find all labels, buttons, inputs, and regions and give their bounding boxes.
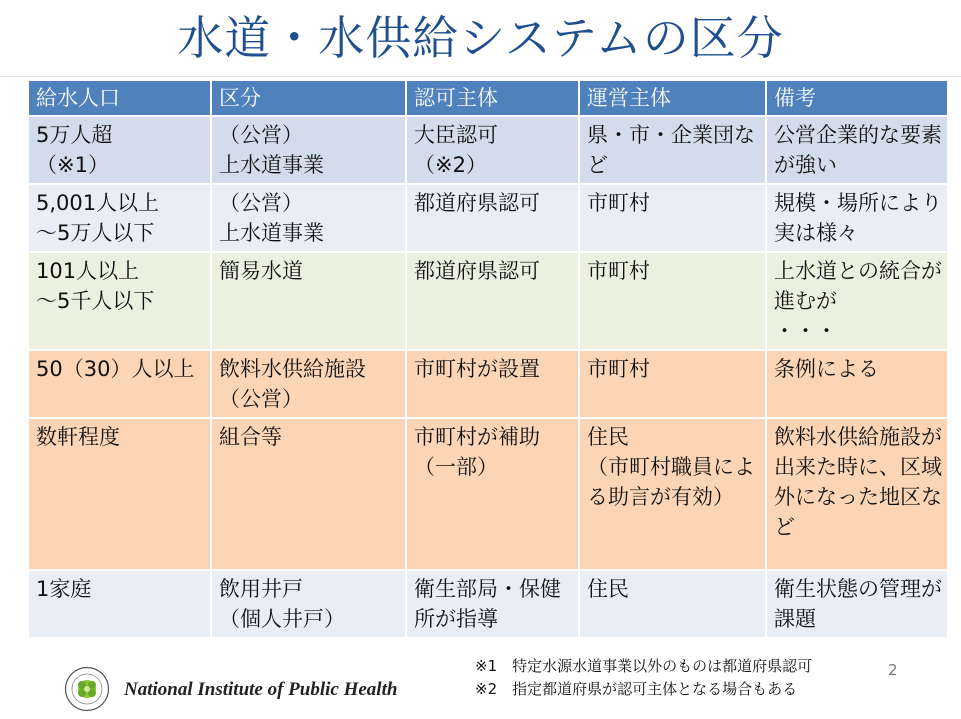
footnote-1: ※1 特定水源水道事業以外のものは都道府県認可 [475, 657, 813, 675]
cell-authorizer: 衛生部局・保健所が指導 [407, 571, 578, 637]
highlighted-text: （公営） 上水道事業 [219, 123, 324, 177]
cell-category [212, 117, 405, 183]
cell-population: 1家庭 [29, 571, 210, 637]
table-row [29, 185, 947, 251]
page-number: 2 [888, 661, 898, 679]
table-header-row [29, 81, 947, 115]
cell-population: 101人以上 ～5千人以下 [29, 253, 210, 349]
niph-seal-icon [64, 666, 110, 712]
cell-population: 5,001人以上 ～5万人以下 [29, 185, 210, 251]
cell-category: （公営） 上水道事業 [212, 185, 405, 251]
cell-category: 組合等 [212, 419, 405, 569]
cell-authorizer: 市町村が設置 [407, 351, 578, 417]
cell-remarks: 条例による [767, 351, 947, 417]
footnote-2: ※2 指定都道府県が認可主体となる場合もある [475, 680, 798, 698]
cell-population: 数軒程度 [29, 419, 210, 569]
cell-category: 簡易水道 [212, 253, 405, 349]
cell-operator: 住民 （市町村職員による助言が有効） [580, 419, 765, 569]
header-authorizer: 認可主体 [407, 81, 578, 115]
cell-population: 50（30）人以上 [29, 351, 210, 417]
cell-operator: 市町村 [580, 351, 765, 417]
header-operator: 運営主体 [580, 81, 765, 115]
table-row [29, 351, 947, 417]
institute-name: National Institute of Public Health [124, 679, 398, 700]
cell-remarks: 公営企業的な要素が強い [767, 117, 947, 183]
table-row [29, 253, 947, 349]
table-row [29, 419, 947, 569]
cell-operator: 住民 [580, 571, 765, 637]
cell-remarks: 衛生状態の管理が課題 [767, 571, 947, 637]
cell-population: 5万人超 （※1） [29, 117, 210, 183]
table-row [29, 117, 947, 183]
header-population: 給水人口 [29, 81, 210, 115]
water-supply-table [27, 79, 949, 639]
cell-authorizer: 市町村が補助 （一部） [407, 419, 578, 569]
title-divider [0, 76, 961, 77]
cell-category: 飲料水供給施設 （公営） [212, 351, 405, 417]
slide-title: 水道・水供給システムの区分 [177, 11, 784, 65]
header-category: 区分 [212, 81, 405, 115]
cell-category: 飲用井戸 （個人井戸） [212, 571, 405, 637]
cell-authorizer: 都道府県認可 [407, 253, 578, 349]
cell-operator: 市町村 [580, 253, 765, 349]
cell-operator: 県・市・企業団など [580, 117, 765, 183]
table-row [29, 571, 947, 637]
cell-remarks: 上水道との統合が進むが ・・・ [767, 253, 947, 349]
cell-operator: 市町村 [580, 185, 765, 251]
cell-authorizer: 大臣認可 （※2） [407, 117, 578, 183]
footnotes [475, 655, 812, 701]
cell-remarks: 規模・場所により実は様々 [767, 185, 947, 251]
header-remarks: 備考 [767, 81, 947, 115]
cell-remarks: 飲料水供給施設が出来た時に、区域外になった地区など [767, 419, 947, 569]
cell-authorizer: 都道府県認可 [407, 185, 578, 251]
